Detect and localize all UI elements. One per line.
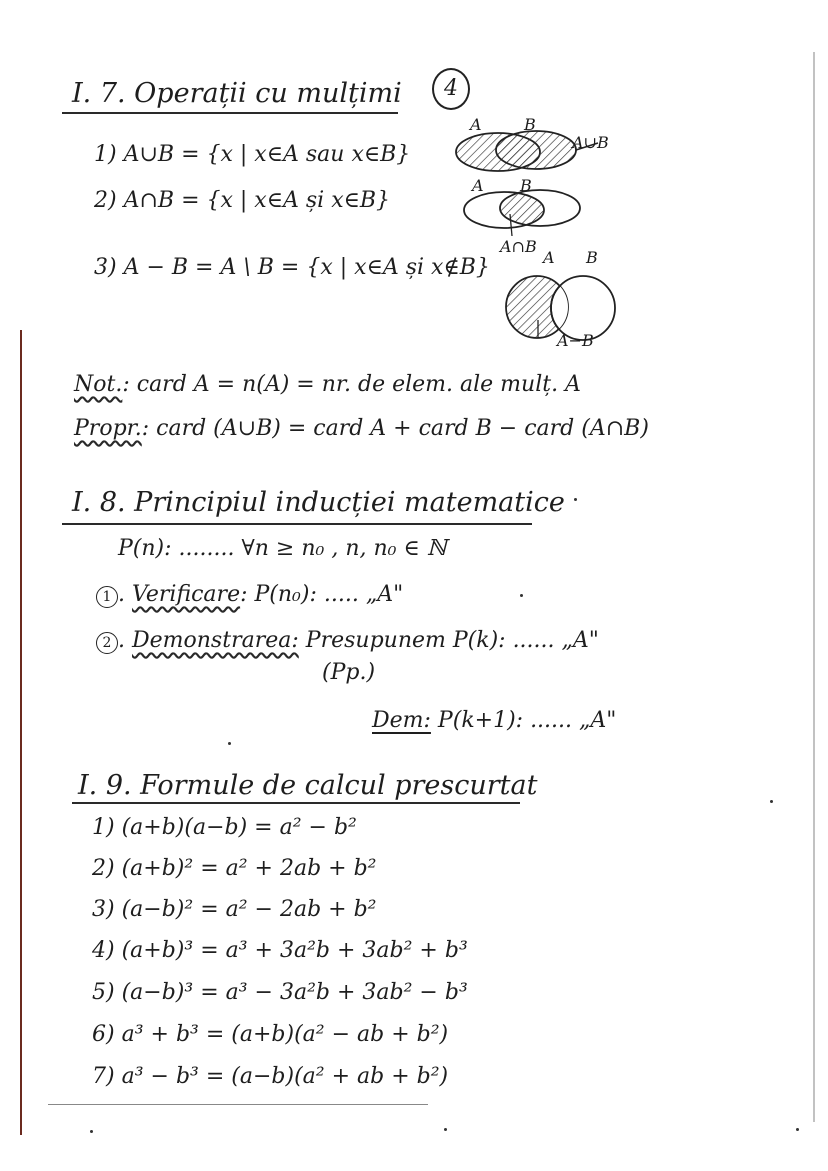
venn-union-label-b: B xyxy=(524,115,536,134)
formula-text: (a−b)² = a² − 2ab + b² xyxy=(121,897,377,922)
notation-line xyxy=(74,372,581,397)
venn-intersection-label: A∩B xyxy=(500,237,537,256)
section-9-title: I. 9. Formule de calcul prescurtat xyxy=(78,770,538,801)
induction-step-2: 2 . Demonstrarea: Presupunem P(k): ...... „A" xyxy=(96,628,599,654)
ink-dot xyxy=(90,1130,93,1133)
item-text: A∩B = {x | x∈A și x∈B} xyxy=(123,188,391,213)
formula-text: (a−b)³ = a³ − 3a²b + 3ab² − b³ xyxy=(121,980,468,1005)
section-8-underline xyxy=(62,523,532,525)
step-1-text: : P(n₀): ..... „A" xyxy=(240,582,404,607)
venn-intersection-label-a: A xyxy=(472,176,484,195)
step-2-assume: Presupunem P(k): ...... „A" xyxy=(305,628,599,653)
venn-union-label: A∪B xyxy=(572,133,609,152)
bottom-rule xyxy=(48,1104,428,1105)
ink-dot xyxy=(796,1128,799,1131)
item-number: 1) xyxy=(94,142,117,167)
formula-number: 2) xyxy=(92,856,115,881)
venn-diagrams xyxy=(440,110,640,350)
item-number: 3) xyxy=(94,255,117,280)
ink-dot xyxy=(770,800,773,803)
venn-difference-label-a: A xyxy=(543,248,555,267)
formula-3 xyxy=(92,897,377,922)
set-op-difference xyxy=(94,255,490,280)
formula-4 xyxy=(92,938,468,963)
section-7-underline xyxy=(62,112,398,114)
formula-text: (a+b)³ = a³ + 3a²b + 3ab² + b³ xyxy=(121,938,468,963)
ink-dot xyxy=(444,1128,447,1131)
property-label: Propr. xyxy=(74,416,142,441)
notation-label: Not. xyxy=(74,372,123,397)
ink-dot xyxy=(520,594,523,597)
step-number-icon: 2 xyxy=(96,632,118,654)
set-op-union xyxy=(94,142,410,167)
page-number: 4 xyxy=(432,68,470,110)
step-1-label: Verificare xyxy=(132,582,241,607)
formula-text: (a+b)(a−b) = a² − b² xyxy=(121,815,357,840)
step-2-label: Demonstrarea: xyxy=(132,628,299,653)
induction-step-1: 1 . Verificare: P(n₀): ..... „A" xyxy=(96,582,403,608)
ink-dot xyxy=(574,498,577,501)
step-number-icon: 1 xyxy=(96,586,118,608)
venn-intersection-label-b: B xyxy=(520,176,532,195)
venn-union-label-a: A xyxy=(470,115,482,134)
item-text: A − B = A \ B = {x | x∈A și x∉B} xyxy=(123,255,490,280)
induction-statement: P(n): ........ ∀n ≥ n₀ , n, n₀ ∈ ℕ xyxy=(118,536,447,561)
formula-5 xyxy=(92,980,468,1005)
step-2-prove xyxy=(372,708,616,733)
prove-label: Dem: xyxy=(372,708,431,733)
step-2-assume-note: (Pp.) xyxy=(322,660,376,685)
item-number: 2) xyxy=(94,188,117,213)
section-9-underline xyxy=(72,802,520,804)
property-line xyxy=(74,416,649,441)
formula-text: a³ + b³ = (a+b)(a² − ab + b²) xyxy=(121,1022,449,1047)
item-text: A∪B = {x | x∈A sau x∈B} xyxy=(123,142,411,167)
formula-1 xyxy=(92,815,357,840)
formula-number: 1) xyxy=(92,815,115,840)
formula-text: a³ − b³ = (a−b)(a² + ab + b²) xyxy=(121,1064,449,1089)
formula-2 xyxy=(92,856,377,881)
venn-difference-label-b: B xyxy=(586,248,598,267)
set-op-intersection xyxy=(94,188,390,213)
notation-text: : card A = n(A) = nr. de elem. ale mulț. A xyxy=(122,372,581,397)
formula-number: 4) xyxy=(92,938,115,963)
page-margin-line xyxy=(20,330,22,1135)
page-edge-line xyxy=(813,52,815,1122)
property-text: : card (A∪B) = card A + card B − card (A∩B) xyxy=(141,416,649,441)
formula-number: 6) xyxy=(92,1022,115,1047)
prove-text: P(k+1): ...... „A" xyxy=(430,708,617,733)
formula-6 xyxy=(92,1022,448,1047)
venn-difference-label: A−B xyxy=(557,331,594,350)
formula-text: (a+b)² = a² + 2ab + b² xyxy=(121,856,377,881)
formula-7 xyxy=(92,1064,448,1089)
ink-dot xyxy=(228,742,231,745)
section-7-title: I. 7. Operații cu mulțimi xyxy=(72,78,402,109)
formula-number: 7) xyxy=(92,1064,115,1089)
formula-number: 3) xyxy=(92,897,115,922)
formula-number: 5) xyxy=(92,980,115,1005)
section-8-title: I. 8. Principiul inducției matematice xyxy=(72,487,565,518)
